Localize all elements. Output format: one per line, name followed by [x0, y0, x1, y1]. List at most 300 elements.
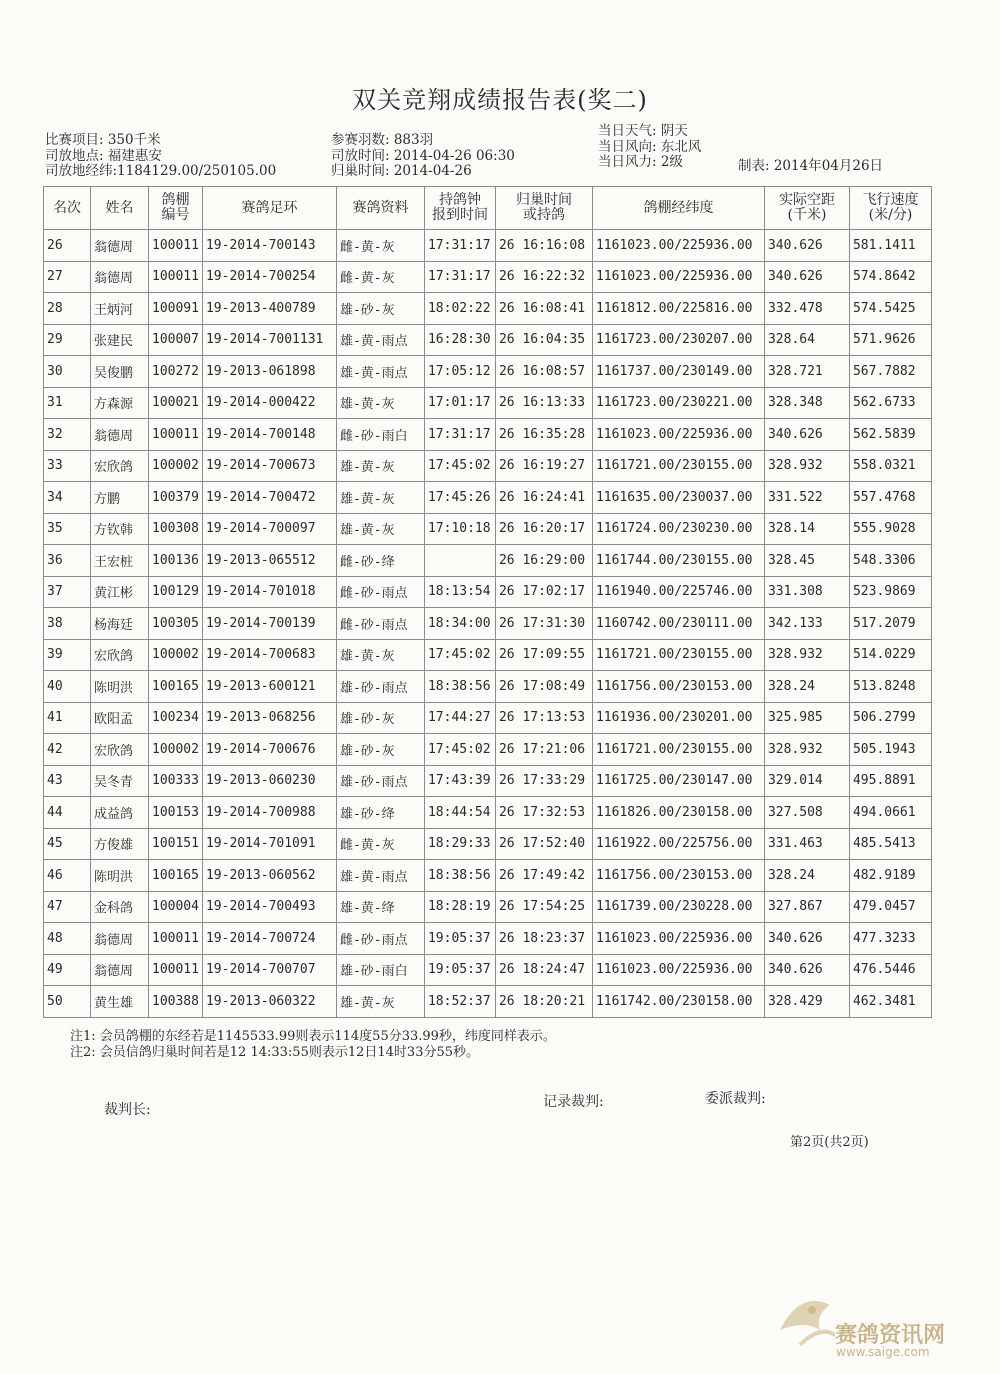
cell-name: 王炳河: [91, 293, 149, 325]
cell-clock-time: [424, 545, 495, 577]
note-2: 注2: 会员信鸽归巢时间若是12 14:33:55则表示12日14时33分55秒。: [70, 1045, 480, 1060]
cell-speed: 476.5446: [849, 954, 931, 986]
cell-bird-info: 雌-砂-雨白: [336, 419, 424, 451]
cell-loft-id: 100011: [149, 954, 203, 986]
cell-speed: 574.8642: [849, 261, 931, 293]
cell-clock-time: 17:31:17: [424, 230, 495, 262]
cell-distance: 325.985: [764, 702, 849, 734]
cell-distance: 328.45: [764, 545, 849, 577]
table-row: [44, 261, 932, 293]
meta-return-date: 归巢时间: 2014-04-26: [331, 163, 472, 179]
cell-clock-time: 17:43:39: [424, 765, 495, 797]
cell-name: 王宏桩: [91, 545, 149, 577]
cell-ring-number: 19-2013-060322: [202, 986, 336, 1018]
cell-name: 金科鸽: [91, 891, 149, 923]
cell-name: 方鹏: [91, 482, 149, 514]
cell-bird-info: 雄-黄-灰: [336, 387, 424, 419]
cell-rank: 40: [44, 671, 91, 703]
cell-loft-coords: 1161721.00/230155.00: [592, 734, 764, 766]
cell-ring-number: 19-2014-700254: [202, 261, 336, 293]
cell-loft-coords: 1161922.00/225756.00: [592, 828, 764, 860]
cell-speed: 558.0321: [849, 450, 931, 482]
cell-loft-id: 100379: [149, 482, 203, 514]
cell-speed: 495.8891: [849, 765, 931, 797]
cell-rank: 39: [44, 639, 91, 671]
cell-rank: 30: [44, 356, 91, 388]
cell-distance: 328.429: [764, 986, 849, 1018]
cell-clock-time: 17:44:27: [424, 702, 495, 734]
table-row: [44, 450, 932, 482]
meta-entry-count: 参赛羽数: 883羽: [331, 132, 434, 148]
cell-distance: 328.348: [764, 387, 849, 419]
cell-distance: 342.133: [764, 608, 849, 640]
cell-rank: 42: [44, 734, 91, 766]
meta-weather-info: [598, 124, 701, 171]
cell-bird-info: 雄-砂-雨点: [336, 671, 424, 703]
cell-clock-time: 18:28:19: [424, 891, 495, 923]
header-rank: 名次: [44, 187, 91, 230]
cell-arrival-time: 26 16:16:08: [495, 230, 592, 262]
cell-loft-coords: 1161723.00/230207.00: [592, 324, 764, 356]
cell-name: 翁德周: [91, 954, 149, 986]
header-distance: 实际空距 (千米): [764, 187, 849, 230]
header-loft-coords: 鸽棚经纬度: [592, 187, 764, 230]
cell-loft-id: 100021: [149, 387, 203, 419]
meta-race-distance: 比赛项目: 350千米: [45, 132, 161, 148]
table-row: [44, 230, 932, 262]
cell-loft-coords: 1161635.00/230037.00: [592, 482, 764, 514]
cell-clock-time: 18:38:56: [424, 671, 495, 703]
cell-ring-number: 19-2014-700139: [202, 608, 336, 640]
cell-name: 方钦韩: [91, 513, 149, 545]
cell-loft-coords: 1161724.00/230230.00: [592, 513, 764, 545]
cell-loft-id: 100165: [149, 860, 203, 892]
cell-arrival-time: 26 16:08:57: [495, 356, 592, 388]
cell-clock-time: 19:05:37: [424, 954, 495, 986]
table-row: [44, 419, 932, 451]
meta-wind-force: 当日风力: 2级: [598, 154, 683, 170]
cell-loft-coords: 1161023.00/225936.00: [592, 230, 764, 262]
cell-bird-info: 雌-砂-雨点: [336, 608, 424, 640]
cell-arrival-time: 26 17:02:17: [495, 576, 592, 608]
cell-ring-number: 19-2014-700707: [202, 954, 336, 986]
meta-release-info: [331, 133, 515, 180]
cell-loft-id: 100388: [149, 986, 203, 1018]
delegated-judge-label: 委派裁判:: [705, 1091, 766, 1107]
cell-arrival-time: 26 17:13:53: [495, 702, 592, 734]
table-row: [44, 986, 932, 1018]
cell-speed: 571.9626: [849, 324, 931, 356]
cell-rank: 26: [44, 230, 91, 262]
cell-ring-number: 19-2014-701091: [202, 828, 336, 860]
cell-distance: 340.626: [764, 419, 849, 451]
meta-release-coords: 司放地经纬:1184129.00/250105.00: [45, 163, 277, 179]
cell-distance: 329.014: [764, 765, 849, 797]
cell-arrival-time: 26 16:35:28: [495, 419, 592, 451]
table-row: [44, 324, 932, 356]
cell-ring-number: 19-2014-700143: [202, 230, 336, 262]
cell-loft-coords: 1161023.00/225936.00: [592, 923, 764, 955]
cell-speed: 562.6733: [849, 387, 931, 419]
cell-clock-time: 17:45:02: [424, 450, 495, 482]
cell-clock-time: 17:31:17: [424, 261, 495, 293]
cell-ring-number: 19-2014-700493: [202, 891, 336, 923]
cell-speed: 517.2079: [849, 608, 931, 640]
cell-name: 陈明洪: [91, 860, 149, 892]
cell-rank: 27: [44, 261, 91, 293]
cell-bird-info: 雄-黄-雨点: [336, 324, 424, 356]
note-1: 注1: 会员鸽棚的东经若是1145533.99则表示114度55分33.99秒，纬度同样表示。: [70, 1029, 556, 1044]
cell-arrival-time: 26 17:31:30: [495, 608, 592, 640]
cell-arrival-time: 26 17:09:55: [495, 639, 592, 671]
cell-rank: 35: [44, 513, 91, 545]
cell-loft-coords: 1161023.00/225936.00: [592, 954, 764, 986]
cell-clock-time: 17:05:12: [424, 356, 495, 388]
cell-arrival-time: 26 17:52:40: [495, 828, 592, 860]
cell-loft-id: 100153: [149, 797, 203, 829]
cell-rank: 37: [44, 576, 91, 608]
cell-arrival-time: 26 17:49:42: [495, 860, 592, 892]
table-row: [44, 734, 932, 766]
cell-bird-info: 雄-砂-灰: [336, 702, 424, 734]
cell-distance: 328.14: [764, 513, 849, 545]
cell-clock-time: 17:31:17: [424, 419, 495, 451]
cell-speed: 494.0661: [849, 797, 931, 829]
cell-clock-time: 17:45:02: [424, 734, 495, 766]
table-row: [44, 954, 932, 986]
cell-speed: 513.8248: [849, 671, 931, 703]
cell-bird-info: 雄-黄-雨点: [336, 860, 424, 892]
cell-loft-id: 100308: [149, 513, 203, 545]
cell-name: 欧阳孟: [91, 702, 149, 734]
cell-loft-coords: 1161725.00/230147.00: [592, 765, 764, 797]
cell-loft-coords: 1161812.00/225816.00: [592, 293, 764, 325]
table-row: [44, 891, 932, 923]
cell-distance: 331.463: [764, 828, 849, 860]
cell-arrival-time: 26 16:13:33: [495, 387, 592, 419]
cell-clock-time: 17:45:02: [424, 639, 495, 671]
cell-clock-time: 18:44:54: [424, 797, 495, 829]
cell-arrival-time: 26 17:08:49: [495, 671, 592, 703]
cell-clock-time: 17:10:18: [424, 513, 495, 545]
cell-rank: 45: [44, 828, 91, 860]
cell-arrival-time: 26 16:08:41: [495, 293, 592, 325]
cell-rank: 41: [44, 702, 91, 734]
header-ring-number: 赛鸽足环: [202, 187, 336, 230]
cell-bird-info: 雄-砂-灰: [336, 734, 424, 766]
cell-loft-id: 100002: [149, 450, 203, 482]
cell-arrival-time: 26 18:23:37: [495, 923, 592, 955]
cell-loft-id: 100272: [149, 356, 203, 388]
cell-name: 黄生雄: [91, 986, 149, 1018]
cell-rank: 29: [44, 324, 91, 356]
cell-clock-time: 18:13:54: [424, 576, 495, 608]
cell-bird-info: 雌-砂-雨点: [336, 576, 424, 608]
cell-clock-time: 18:52:37: [424, 986, 495, 1018]
cell-loft-id: 100165: [149, 671, 203, 703]
cell-distance: 328.24: [764, 860, 849, 892]
table-row: [44, 671, 932, 703]
cell-distance: 328.24: [764, 671, 849, 703]
cell-speed: 548.3306: [849, 545, 931, 577]
cell-loft-coords: 1161723.00/230221.00: [592, 387, 764, 419]
cell-arrival-time: 26 16:20:17: [495, 513, 592, 545]
cell-loft-coords: 1161739.00/230228.00: [592, 891, 764, 923]
cell-loft-coords: 1161742.00/230158.00: [592, 986, 764, 1018]
cell-loft-coords: 1161023.00/225936.00: [592, 261, 764, 293]
cell-ring-number: 19-2014-700988: [202, 797, 336, 829]
table-row: [44, 576, 932, 608]
table-row: [44, 923, 932, 955]
cell-loft-id: 100129: [149, 576, 203, 608]
cell-name: 宏欣鸽: [91, 734, 149, 766]
chief-judge-label: 裁判长:: [104, 1102, 151, 1118]
cell-ring-number: 19-2014-701018: [202, 576, 336, 608]
cell-loft-id: 100004: [149, 891, 203, 923]
cell-rank: 50: [44, 986, 91, 1018]
cell-rank: 28: [44, 293, 91, 325]
cell-name: 吴冬青: [91, 765, 149, 797]
table-row: [44, 545, 932, 577]
cell-bird-info: 雄-黄-灰: [336, 482, 424, 514]
cell-rank: 32: [44, 419, 91, 451]
table-row: [44, 828, 932, 860]
meta-weather: 当日天气: 阴天: [598, 123, 688, 139]
cell-speed: 523.9869: [849, 576, 931, 608]
cell-arrival-time: 26 18:20:21: [495, 986, 592, 1018]
table-row: [44, 797, 932, 829]
cell-bird-info: 雄-黄-灰: [336, 986, 424, 1018]
cell-loft-id: 100011: [149, 230, 203, 262]
cell-ring-number: 19-2014-700472: [202, 482, 336, 514]
cell-bird-info: 雌-砂-雨点: [336, 923, 424, 955]
cell-ring-number: 19-2013-068256: [202, 702, 336, 734]
cell-ring-number: 19-2013-061898: [202, 356, 336, 388]
cell-loft-id: 100011: [149, 923, 203, 955]
cell-loft-id: 100234: [149, 702, 203, 734]
cell-name: 方森源: [91, 387, 149, 419]
cell-loft-coords: 1161756.00/230153.00: [592, 671, 764, 703]
watermark-site-name: 赛鸽资讯网: [835, 1323, 946, 1348]
cell-ring-number: 19-2014-700148: [202, 419, 336, 451]
cell-distance: 328.932: [764, 450, 849, 482]
cell-rank: 36: [44, 545, 91, 577]
table-row: [44, 860, 932, 892]
cell-ring-number: 19-2014-700097: [202, 513, 336, 545]
cell-rank: 49: [44, 954, 91, 986]
cell-bird-info: 雄-砂-雨白: [336, 954, 424, 986]
header-bird-info: 赛鸽资料: [336, 187, 424, 230]
cell-loft-id: 100305: [149, 608, 203, 640]
cell-bird-info: 雄-黄-雨点: [336, 356, 424, 388]
cell-name: 方俊雄: [91, 828, 149, 860]
cell-speed: 505.1943: [849, 734, 931, 766]
cell-loft-coords: 1160742.00/230111.00: [592, 608, 764, 640]
cell-name: 翁德周: [91, 923, 149, 955]
cell-speed: 514.0229: [849, 639, 931, 671]
cell-name: 翁德周: [91, 261, 149, 293]
cell-ring-number: 19-2013-600121: [202, 671, 336, 703]
cell-rank: 43: [44, 765, 91, 797]
table-header-row: [44, 187, 932, 230]
table-body: [44, 230, 932, 1018]
cell-loft-coords: 1161940.00/225746.00: [592, 576, 764, 608]
cell-loft-id: 100011: [149, 261, 203, 293]
cell-name: 宏欣鸽: [91, 450, 149, 482]
cell-ring-number: 19-2014-7001131: [202, 324, 336, 356]
cell-rank: 48: [44, 923, 91, 955]
cell-clock-time: 18:02:22: [424, 293, 495, 325]
cell-rank: 46: [44, 860, 91, 892]
table-row: [44, 702, 932, 734]
cell-clock-time: 18:34:00: [424, 608, 495, 640]
table-row: [44, 482, 932, 514]
cell-arrival-time: 26 16:29:00: [495, 545, 592, 577]
cell-rank: 34: [44, 482, 91, 514]
cell-clock-time: 18:29:33: [424, 828, 495, 860]
cell-arrival-time: 26 16:19:27: [495, 450, 592, 482]
cell-bird-info: 雌-黄-灰: [336, 230, 424, 262]
cell-distance: 328.64: [764, 324, 849, 356]
cell-loft-coords: 1161721.00/230155.00: [592, 450, 764, 482]
header-speed: 飞行速度 (米/分): [849, 187, 931, 230]
cell-loft-id: 100007: [149, 324, 203, 356]
cell-loft-id: 100002: [149, 734, 203, 766]
cell-distance: 328.721: [764, 356, 849, 388]
cell-ring-number: 19-2013-060230: [202, 765, 336, 797]
cell-ring-number: 19-2013-065512: [202, 545, 336, 577]
recording-judge-label: 记录裁判:: [543, 1094, 604, 1110]
cell-speed: 574.5425: [849, 293, 931, 325]
cell-arrival-time: 26 18:24:47: [495, 954, 592, 986]
cell-distance: 327.508: [764, 797, 849, 829]
cell-loft-coords: 1161721.00/230155.00: [592, 639, 764, 671]
cell-name: 杨海廷: [91, 608, 149, 640]
cell-arrival-time: 26 16:04:35: [495, 324, 592, 356]
cell-name: 翁德周: [91, 230, 149, 262]
cell-bird-info: 雄-黄-灰: [336, 513, 424, 545]
cell-speed: 562.5839: [849, 419, 931, 451]
cell-name: 黄江彬: [91, 576, 149, 608]
results-table: [43, 186, 932, 1018]
cell-distance: 340.626: [764, 954, 849, 986]
cell-ring-number: 19-2014-000422: [202, 387, 336, 419]
meta-wind-direction: 当日风向: 东北风: [598, 138, 702, 155]
header-loft-id: 鸽棚 编号: [149, 187, 203, 230]
cell-ring-number: 19-2014-700724: [202, 923, 336, 955]
cell-distance: 328.932: [764, 639, 849, 671]
cell-bird-info: 雌-黄-灰: [336, 261, 424, 293]
cell-speed: 506.2799: [849, 702, 931, 734]
cell-speed: 462.3481: [849, 986, 931, 1018]
cell-speed: 477.3233: [849, 923, 931, 955]
cell-ring-number: 19-2014-700673: [202, 450, 336, 482]
table-row: [44, 293, 932, 325]
cell-distance: 331.522: [764, 482, 849, 514]
cell-ring-number: 19-2014-700676: [202, 734, 336, 766]
table-row: [44, 356, 932, 388]
cell-speed: 567.7882: [849, 356, 931, 388]
cell-speed: 557.4768: [849, 482, 931, 514]
table-row: [44, 387, 932, 419]
cell-loft-coords: 1161826.00/230158.00: [592, 797, 764, 829]
page-number: 第2页(共2页): [790, 1135, 869, 1150]
cell-speed: 479.0457: [849, 891, 931, 923]
cell-rank: 38: [44, 608, 91, 640]
cell-loft-id: 100333: [149, 765, 203, 797]
cell-name: 吴俊鹏: [91, 356, 149, 388]
cell-speed: 482.9189: [849, 860, 931, 892]
cell-distance: 332.478: [764, 293, 849, 325]
cell-arrival-time: 26 16:24:41: [495, 482, 592, 514]
cell-clock-time: 19:05:37: [424, 923, 495, 955]
cell-bird-info: 雄-黄-灰: [336, 639, 424, 671]
cell-distance: 328.932: [764, 734, 849, 766]
cell-speed: 485.5413: [849, 828, 931, 860]
cell-loft-id: 100002: [149, 639, 203, 671]
cell-speed: 555.9028: [849, 513, 931, 545]
cell-arrival-time: 26 17:32:53: [495, 797, 592, 829]
cell-distance: 340.626: [764, 923, 849, 955]
prepared-date: 制表: 2014年04月26日: [738, 158, 884, 174]
cell-clock-time: 17:01:17: [424, 387, 495, 419]
cell-arrival-time: 26 17:54:25: [495, 891, 592, 923]
cell-clock-time: 17:45:26: [424, 482, 495, 514]
header-clock-time: 持鸽钟 报到时间: [424, 187, 495, 230]
cell-clock-time: 18:38:56: [424, 860, 495, 892]
table-row: [44, 513, 932, 545]
cell-bird-info: 雄-砂-绛: [336, 797, 424, 829]
cell-arrival-time: 26 17:33:29: [495, 765, 592, 797]
cell-arrival-time: 26 17:21:06: [495, 734, 592, 766]
cell-bird-info: 雄-黄-灰: [336, 450, 424, 482]
report-title: 双关竞翔成绩报告表(奖二): [352, 86, 648, 114]
cell-rank: 31: [44, 387, 91, 419]
meta-release-time: 司放时间: 2014-04-26 06:30: [331, 147, 515, 164]
cell-loft-coords: 1161744.00/230155.00: [592, 545, 764, 577]
meta-release-site: 司放地点: 福建惠安: [45, 147, 162, 164]
cell-rank: 47: [44, 891, 91, 923]
cell-name: 翁德周: [91, 419, 149, 451]
cell-name: 成益鸽: [91, 797, 149, 829]
cell-ring-number: 19-2013-400789: [202, 293, 336, 325]
table-row: [44, 608, 932, 640]
cell-distance: 331.308: [764, 576, 849, 608]
cell-distance: 327.867: [764, 891, 849, 923]
cell-arrival-time: 26 16:22:32: [495, 261, 592, 293]
cell-loft-id: 100136: [149, 545, 203, 577]
meta-race-info: [45, 133, 276, 180]
table-row: [44, 639, 932, 671]
cell-clock-time: 16:28:30: [424, 324, 495, 356]
cell-loft-coords: 1161756.00/230153.00: [592, 860, 764, 892]
cell-rank: 44: [44, 797, 91, 829]
cell-rank: 33: [44, 450, 91, 482]
cell-name: 张建民: [91, 324, 149, 356]
cell-loft-coords: 1161936.00/230201.00: [592, 702, 764, 734]
notes: [70, 1029, 556, 1061]
cell-loft-id: 100091: [149, 293, 203, 325]
table-row: [44, 765, 932, 797]
cell-name: 宏欣鸽: [91, 639, 149, 671]
cell-loft-id: 100151: [149, 828, 203, 860]
cell-bird-info: 雌-黄-灰: [336, 828, 424, 860]
watermark-site-url: www.saige.com: [836, 1345, 930, 1359]
header-arrival-time: 归巢时间 或持鸽: [495, 187, 592, 230]
cell-loft-coords: 1161023.00/225936.00: [592, 419, 764, 451]
cell-bird-info: 雌-砂-绛: [336, 545, 424, 577]
header-name: 姓名: [91, 187, 149, 230]
